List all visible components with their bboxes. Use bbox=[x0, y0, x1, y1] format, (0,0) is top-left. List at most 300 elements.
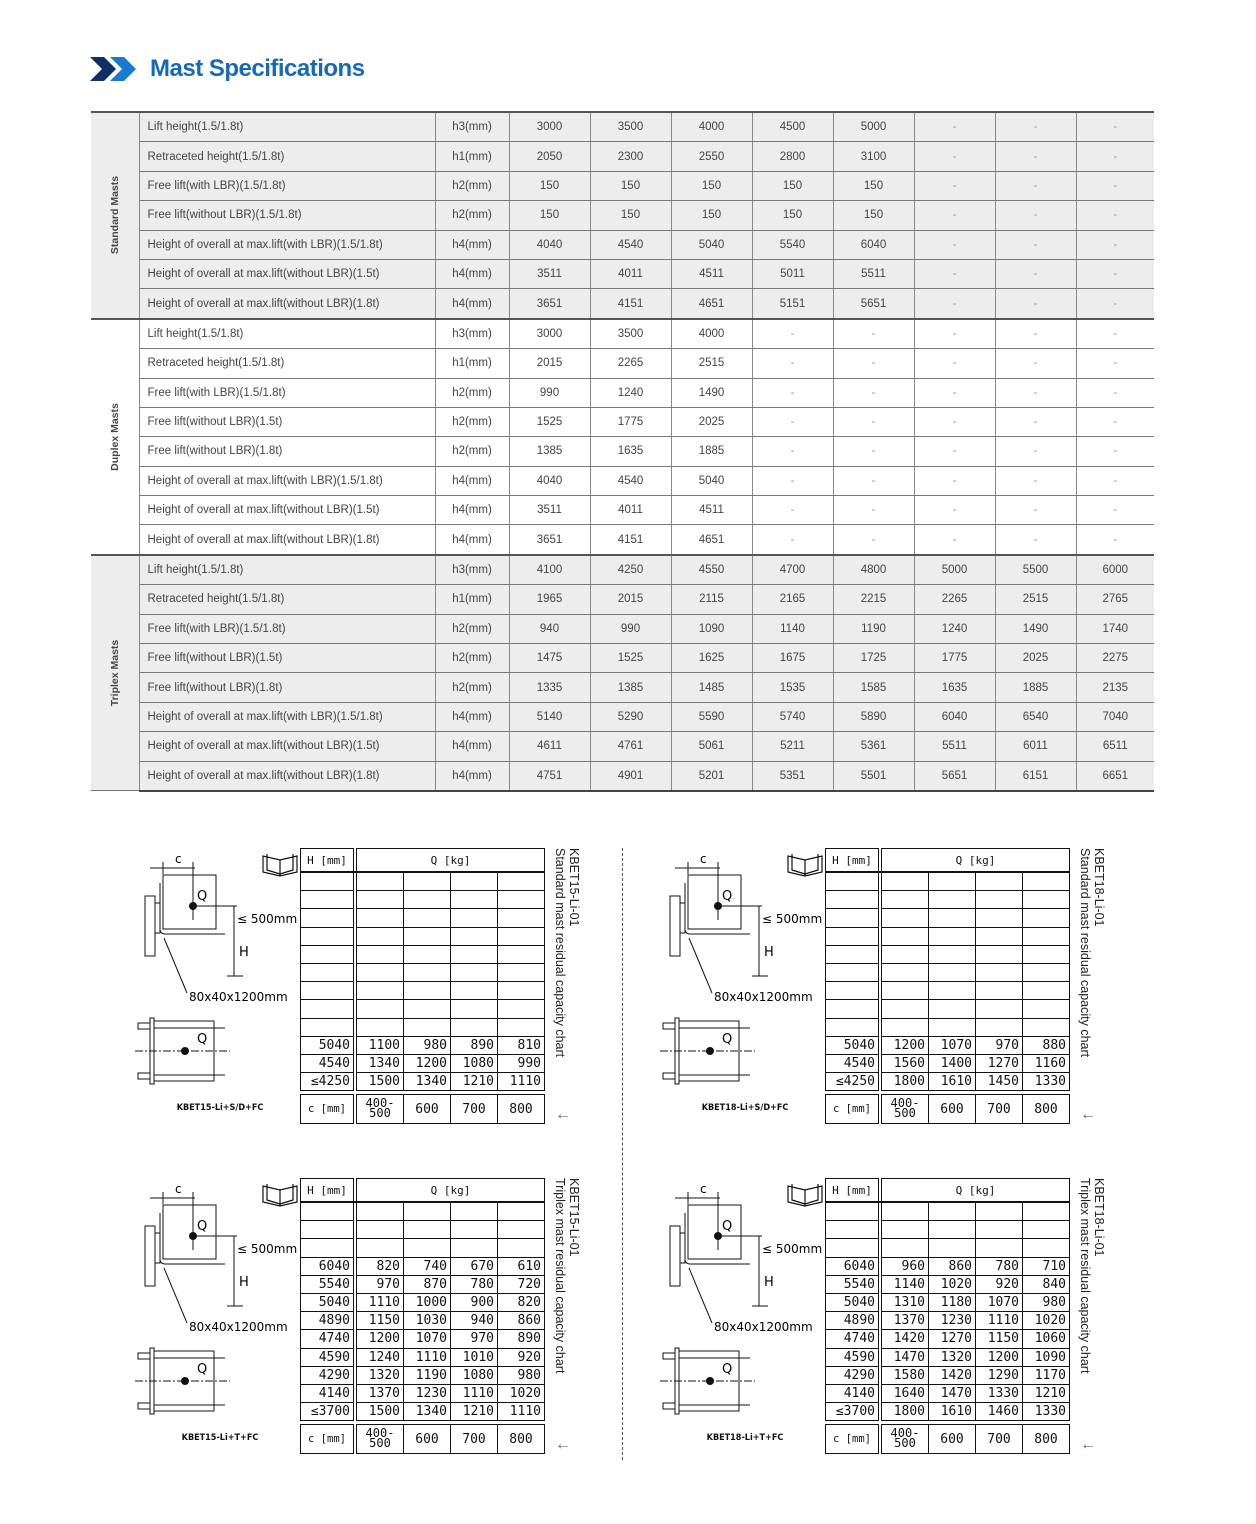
table-row bbox=[91, 230, 1154, 259]
capacity-cell: 1090 bbox=[1023, 1348, 1070, 1366]
height-cell: 4540 bbox=[826, 1054, 879, 1072]
chart-title: Standard mast residual capacity chart bbox=[553, 848, 567, 1058]
value-cell: - bbox=[752, 378, 833, 407]
c-value: 700 bbox=[976, 1425, 1023, 1454]
value-cell: - bbox=[833, 496, 914, 525]
value-cell: 150 bbox=[590, 201, 671, 230]
value-cell: 3000 bbox=[509, 112, 590, 142]
capacity-row bbox=[301, 1384, 545, 1402]
capacity-cell: 970 bbox=[357, 1275, 404, 1293]
c-value bbox=[357, 1425, 404, 1454]
capacity-chart-panel bbox=[135, 848, 605, 1148]
value-cell: - bbox=[833, 407, 914, 436]
open-book-icon bbox=[788, 854, 822, 876]
capacity-cell: 1100 bbox=[357, 1036, 404, 1054]
value-cell: - bbox=[752, 349, 833, 378]
diagram-model-label: KBET18-Li+T+FC bbox=[706, 1433, 784, 1443]
capacity-row bbox=[301, 1257, 545, 1275]
diagram bbox=[135, 1178, 305, 1478]
value-cell: - bbox=[752, 525, 833, 555]
value-cell: 5511 bbox=[914, 732, 995, 761]
capacity-cell: 1070 bbox=[976, 1293, 1023, 1311]
capacity-header-row bbox=[826, 849, 1070, 873]
h-header: H [mm] bbox=[301, 1179, 354, 1203]
load-center-label: ≤ 500mm bbox=[237, 912, 298, 926]
c-value bbox=[882, 1425, 929, 1454]
diagram-model-label: KBET15-Li+T+FC bbox=[181, 1433, 259, 1443]
value-cell: 2300 bbox=[590, 142, 671, 171]
height-cell: 6040 bbox=[301, 1257, 354, 1275]
row-unit: h3(mm) bbox=[435, 555, 509, 585]
value-cell: - bbox=[995, 525, 1076, 555]
row-unit: h4(mm) bbox=[435, 496, 509, 525]
table-row bbox=[91, 761, 1154, 791]
capacity-row bbox=[301, 1403, 545, 1421]
value-cell: 2135 bbox=[1076, 673, 1154, 702]
row-label: Free lift(with LBR)(1.5/1.8t) bbox=[139, 614, 435, 643]
value-cell: 5361 bbox=[833, 732, 914, 761]
height-cell: 4590 bbox=[826, 1348, 879, 1366]
empty-row bbox=[301, 1221, 545, 1239]
value-cell: 2515 bbox=[671, 349, 752, 378]
capacity-cell: 1150 bbox=[357, 1312, 404, 1330]
row-label: Height of overall at max.lift(without LBR)(1.8t) bbox=[139, 761, 435, 791]
capacity-row bbox=[826, 1348, 1070, 1366]
arrow-left-icon: ← bbox=[1080, 1436, 1096, 1453]
row-unit: h2(mm) bbox=[435, 644, 509, 673]
capacity-cell: 1230 bbox=[929, 1312, 976, 1330]
value-cell: 1625 bbox=[671, 644, 752, 673]
empty-row bbox=[301, 1239, 545, 1257]
value-cell: 1490 bbox=[671, 378, 752, 407]
value-cell: - bbox=[995, 378, 1076, 407]
mast-spec-table bbox=[91, 111, 1154, 792]
row-label: Height of overall at max.lift(with LBR)(1.5/1.8t) bbox=[139, 230, 435, 259]
capacity-cell: 740 bbox=[404, 1257, 451, 1275]
value-cell: 3651 bbox=[509, 289, 590, 319]
value-cell: 5151 bbox=[752, 289, 833, 319]
capacity-cell: 1230 bbox=[404, 1384, 451, 1402]
chart-title: Triplex mast residual capacity chart bbox=[553, 1178, 567, 1374]
row-unit: h2(mm) bbox=[435, 437, 509, 466]
table-row bbox=[91, 407, 1154, 436]
value-cell: 4151 bbox=[590, 289, 671, 319]
capacity-cell: 1340 bbox=[357, 1054, 404, 1072]
chart-title: Standard mast residual capacity chart bbox=[1078, 848, 1092, 1058]
row-label: Retraceted height(1.5/1.8t) bbox=[139, 142, 435, 171]
value-cell: 4511 bbox=[671, 496, 752, 525]
value-cell: - bbox=[833, 437, 914, 466]
capacity-cell: 1110 bbox=[976, 1312, 1023, 1330]
value-cell: 4800 bbox=[833, 555, 914, 585]
capacity-cell: 710 bbox=[1023, 1257, 1070, 1275]
fork-size-label: 80x40x1200mm bbox=[189, 990, 288, 1004]
value-cell: 5011 bbox=[752, 259, 833, 288]
empty-row bbox=[301, 1018, 545, 1036]
value-cell: 990 bbox=[509, 378, 590, 407]
c-value-top: 400- bbox=[365, 1095, 395, 1110]
empty-row bbox=[826, 963, 1070, 981]
load-center-row bbox=[826, 1095, 1070, 1124]
h-header: H [mm] bbox=[826, 849, 879, 873]
capacity-row bbox=[301, 1330, 545, 1348]
value-cell: 4761 bbox=[590, 732, 671, 761]
value-cell: - bbox=[995, 437, 1076, 466]
c-label: c [mm] bbox=[826, 1095, 879, 1124]
table-row bbox=[91, 614, 1154, 643]
table-row bbox=[91, 349, 1154, 378]
value-cell: 7040 bbox=[1076, 702, 1154, 731]
value-cell: 990 bbox=[590, 614, 671, 643]
value-cell: - bbox=[995, 259, 1076, 288]
value-cell: - bbox=[833, 466, 914, 495]
capacity-row bbox=[826, 1293, 1070, 1311]
value-cell: 5040 bbox=[671, 466, 752, 495]
value-cell: 2800 bbox=[752, 142, 833, 171]
value-cell: 5290 bbox=[590, 702, 671, 731]
group-label: Triplex Masts bbox=[108, 639, 121, 707]
value-cell: 4700 bbox=[752, 555, 833, 585]
value-cell: - bbox=[995, 171, 1076, 200]
capacity-cell: 1150 bbox=[976, 1330, 1023, 1348]
value-cell: 150 bbox=[671, 201, 752, 230]
height-cell: 5540 bbox=[826, 1275, 879, 1293]
value-cell: 6651 bbox=[1076, 761, 1154, 791]
value-cell: 4151 bbox=[590, 525, 671, 555]
value-cell: 2265 bbox=[914, 585, 995, 614]
value-cell: - bbox=[914, 171, 995, 200]
capacity-row bbox=[826, 1036, 1070, 1054]
value-cell: 4550 bbox=[671, 555, 752, 585]
capacity-table bbox=[300, 848, 545, 1124]
value-cell: 5040 bbox=[671, 230, 752, 259]
row-unit: h4(mm) bbox=[435, 289, 509, 319]
height-cell: 4890 bbox=[826, 1312, 879, 1330]
capacity-cell: 1610 bbox=[929, 1403, 976, 1421]
value-cell: - bbox=[914, 437, 995, 466]
group-label-cell bbox=[91, 112, 139, 319]
value-cell: - bbox=[1076, 201, 1154, 230]
value-cell: - bbox=[995, 349, 1076, 378]
group-label-cell bbox=[91, 319, 139, 555]
c-value-bottom: 500 bbox=[369, 1435, 391, 1450]
value-cell: 5540 bbox=[752, 230, 833, 259]
value-cell: 1240 bbox=[590, 378, 671, 407]
mast-group-triplex-masts bbox=[91, 555, 1154, 791]
value-cell: 4901 bbox=[590, 761, 671, 791]
value-cell: 1775 bbox=[590, 407, 671, 436]
value-cell: 4100 bbox=[509, 555, 590, 585]
diagram-model-label: KBET18-Li+S/D+FC bbox=[701, 1103, 789, 1113]
capacity-row bbox=[826, 1275, 1070, 1293]
capacity-cell: 1200 bbox=[357, 1330, 404, 1348]
c-label: c [mm] bbox=[301, 1425, 354, 1454]
value-cell: 6040 bbox=[833, 230, 914, 259]
value-cell: - bbox=[1076, 349, 1154, 378]
height-cell: 5040 bbox=[826, 1293, 879, 1311]
capacity-cell: 1070 bbox=[404, 1330, 451, 1348]
value-cell: 5511 bbox=[833, 259, 914, 288]
c-value: 800 bbox=[1023, 1095, 1070, 1124]
value-cell: 2165 bbox=[752, 585, 833, 614]
value-cell: 6511 bbox=[1076, 732, 1154, 761]
capacity-cell: 1160 bbox=[1023, 1054, 1070, 1072]
value-cell: 5201 bbox=[671, 761, 752, 791]
row-label: Height of overall at max.lift(with LBR)(1.5/1.8t) bbox=[139, 466, 435, 495]
row-unit: h4(mm) bbox=[435, 230, 509, 259]
value-cell: - bbox=[914, 289, 995, 319]
value-cell: 5500 bbox=[995, 555, 1076, 585]
value-cell: - bbox=[995, 319, 1076, 349]
row-label: Lift height(1.5/1.8t) bbox=[139, 112, 435, 142]
value-cell: - bbox=[995, 230, 1076, 259]
c-value-bottom: 500 bbox=[369, 1105, 391, 1120]
row-unit: h4(mm) bbox=[435, 259, 509, 288]
value-cell: - bbox=[1076, 437, 1154, 466]
value-cell: 1740 bbox=[1076, 614, 1154, 643]
load-center-row bbox=[826, 1425, 1070, 1454]
empty-row bbox=[826, 927, 1070, 945]
row-unit: h2(mm) bbox=[435, 614, 509, 643]
row-unit: h1(mm) bbox=[435, 142, 509, 171]
empty-row bbox=[826, 1239, 1070, 1257]
value-cell: - bbox=[914, 407, 995, 436]
value-cell: 4011 bbox=[590, 496, 671, 525]
mast-group-duplex-masts bbox=[91, 319, 1154, 555]
value-cell: - bbox=[995, 112, 1076, 142]
capacity-cell: 1000 bbox=[404, 1293, 451, 1311]
height-cell: ≤3700 bbox=[301, 1403, 354, 1421]
load-label: Q bbox=[197, 1362, 208, 1377]
capacity-chart-panel bbox=[135, 1178, 605, 1478]
row-unit: h1(mm) bbox=[435, 585, 509, 614]
model-code: KBET15-Li-01 bbox=[567, 848, 581, 927]
value-cell: - bbox=[995, 407, 1076, 436]
value-cell: - bbox=[995, 466, 1076, 495]
capacity-row bbox=[301, 1275, 545, 1293]
value-cell: 1490 bbox=[995, 614, 1076, 643]
empty-row bbox=[826, 1018, 1070, 1036]
forklift-load-diagram bbox=[660, 848, 830, 1098]
row-unit: h4(mm) bbox=[435, 732, 509, 761]
value-cell: - bbox=[1076, 112, 1154, 142]
capacity-row bbox=[301, 1054, 545, 1072]
capacity-row bbox=[301, 1348, 545, 1366]
value-cell: 6011 bbox=[995, 732, 1076, 761]
value-cell: 5651 bbox=[833, 289, 914, 319]
load-label: Q bbox=[197, 889, 208, 904]
value-cell: 150 bbox=[509, 201, 590, 230]
c-label: c [mm] bbox=[301, 1095, 354, 1124]
value-cell: 1775 bbox=[914, 644, 995, 673]
value-cell: 1385 bbox=[509, 437, 590, 466]
value-cell: 2275 bbox=[1076, 644, 1154, 673]
value-cell: - bbox=[995, 496, 1076, 525]
table-row bbox=[91, 555, 1154, 585]
forklift-load-diagram bbox=[135, 1178, 305, 1428]
h-header: H [mm] bbox=[301, 849, 354, 873]
row-label: Free lift(without LBR)(1.5t) bbox=[139, 407, 435, 436]
open-book-icon bbox=[263, 854, 297, 876]
empty-row bbox=[301, 945, 545, 963]
capacity-row bbox=[826, 1257, 1070, 1275]
mast-group-standard-masts bbox=[91, 112, 1154, 319]
arrow-left-icon: ← bbox=[1080, 1106, 1096, 1123]
capacity-chart-panel bbox=[660, 848, 1130, 1148]
height-cell: 4740 bbox=[301, 1330, 354, 1348]
value-cell: 1535 bbox=[752, 673, 833, 702]
capacity-cell: 1290 bbox=[976, 1366, 1023, 1384]
value-cell: 2765 bbox=[1076, 585, 1154, 614]
value-cell: - bbox=[914, 142, 995, 171]
capacity-cell: 920 bbox=[976, 1275, 1023, 1293]
value-cell: - bbox=[752, 437, 833, 466]
height-label: H bbox=[239, 945, 249, 960]
value-cell: - bbox=[1076, 496, 1154, 525]
value-cell: 5211 bbox=[752, 732, 833, 761]
value-cell: 6040 bbox=[914, 702, 995, 731]
capacity-cell: 870 bbox=[404, 1275, 451, 1293]
model-code: KBET15-Li-01 bbox=[567, 1178, 581, 1257]
value-cell: 2265 bbox=[590, 349, 671, 378]
value-cell: - bbox=[1076, 171, 1154, 200]
value-cell: 4751 bbox=[509, 761, 590, 791]
capacity-row bbox=[826, 1054, 1070, 1072]
capacity-header-row bbox=[301, 1179, 545, 1203]
group-label: Duplex Masts bbox=[108, 402, 121, 471]
capacity-cell: 860 bbox=[929, 1257, 976, 1275]
capacity-cell: 1340 bbox=[404, 1073, 451, 1091]
value-cell: - bbox=[752, 319, 833, 349]
table-row bbox=[91, 585, 1154, 614]
group-label-cell bbox=[91, 555, 139, 791]
capacity-row bbox=[301, 1366, 545, 1384]
load-label: Q bbox=[722, 1219, 733, 1234]
capacity-row bbox=[826, 1073, 1070, 1091]
height-cell: 5040 bbox=[826, 1036, 879, 1054]
row-label: Height of overall at max.lift(without LBR)(1.5t) bbox=[139, 496, 435, 525]
arrow-left-icon: ← bbox=[555, 1106, 571, 1123]
page-title: Mast Specifications bbox=[150, 55, 365, 82]
height-cell: 4140 bbox=[826, 1384, 879, 1402]
value-cell: 6000 bbox=[1076, 555, 1154, 585]
value-cell: 150 bbox=[833, 171, 914, 200]
capacity-cell: 1140 bbox=[882, 1275, 929, 1293]
diagram bbox=[660, 848, 830, 1148]
height-label: H bbox=[239, 1275, 249, 1290]
capacity-cell: 920 bbox=[498, 1348, 545, 1366]
c-value: 700 bbox=[451, 1095, 498, 1124]
capacity-cell: 1190 bbox=[404, 1366, 451, 1384]
empty-row bbox=[826, 909, 1070, 927]
value-cell: 6540 bbox=[995, 702, 1076, 731]
value-cell: - bbox=[752, 466, 833, 495]
capacity-cell: 1470 bbox=[882, 1348, 929, 1366]
capacity-cell: 940 bbox=[451, 1312, 498, 1330]
row-label: Retraceted height(1.5/1.8t) bbox=[139, 585, 435, 614]
value-cell: - bbox=[914, 496, 995, 525]
capacity-table bbox=[825, 1178, 1070, 1454]
capacity-cell: 900 bbox=[451, 1293, 498, 1311]
value-cell: 5061 bbox=[671, 732, 752, 761]
value-cell: 1525 bbox=[509, 407, 590, 436]
value-cell: 2025 bbox=[995, 644, 1076, 673]
value-cell: 5501 bbox=[833, 761, 914, 791]
table-row bbox=[91, 259, 1154, 288]
row-label: Height of overall at max.lift(without LBR)(1.5t) bbox=[139, 259, 435, 288]
value-cell: 1885 bbox=[671, 437, 752, 466]
c-value-bottom: 500 bbox=[894, 1435, 916, 1450]
capacity-row bbox=[826, 1366, 1070, 1384]
value-cell: - bbox=[833, 319, 914, 349]
capacity-row bbox=[826, 1312, 1070, 1330]
value-cell: - bbox=[914, 319, 995, 349]
empty-row bbox=[826, 891, 1070, 909]
row-label: Free lift(without LBR)(1.8t) bbox=[139, 437, 435, 466]
capacity-cell: 1210 bbox=[451, 1073, 498, 1091]
empty-row bbox=[301, 963, 545, 981]
capacity-cell: 1060 bbox=[1023, 1330, 1070, 1348]
c-value-top: 400- bbox=[890, 1095, 920, 1110]
capacity-cell: 820 bbox=[498, 1293, 545, 1311]
double-chevron-right-icon bbox=[90, 57, 140, 81]
capacity-cell: 980 bbox=[1023, 1293, 1070, 1311]
height-cell: 4290 bbox=[301, 1366, 354, 1384]
capacity-cell: 820 bbox=[357, 1257, 404, 1275]
row-unit: h4(mm) bbox=[435, 466, 509, 495]
capacity-cell: 890 bbox=[498, 1330, 545, 1348]
value-cell: 5740 bbox=[752, 702, 833, 731]
height-cell: 4290 bbox=[826, 1366, 879, 1384]
row-label: Free lift(with LBR)(1.5/1.8t) bbox=[139, 171, 435, 200]
capacity-cell: 960 bbox=[882, 1257, 929, 1275]
value-cell: - bbox=[1076, 259, 1154, 288]
capacity-cell: 860 bbox=[498, 1312, 545, 1330]
capacity-cell: 1240 bbox=[357, 1348, 404, 1366]
value-cell: 150 bbox=[671, 171, 752, 200]
capacity-cell: 970 bbox=[976, 1036, 1023, 1054]
c-value: 800 bbox=[1023, 1425, 1070, 1454]
chart-side-title bbox=[553, 1178, 581, 1373]
value-cell: 4000 bbox=[671, 112, 752, 142]
table-row bbox=[91, 142, 1154, 171]
table-row bbox=[91, 466, 1154, 495]
empty-row bbox=[826, 1000, 1070, 1018]
capacity-cell: 1200 bbox=[882, 1036, 929, 1054]
empty-row bbox=[301, 982, 545, 1000]
capacity-cell: 720 bbox=[498, 1275, 545, 1293]
value-cell: 1240 bbox=[914, 614, 995, 643]
height-cell: 4590 bbox=[301, 1348, 354, 1366]
fork-size-label: 80x40x1200mm bbox=[189, 1320, 288, 1334]
table-row bbox=[91, 201, 1154, 230]
value-cell: 4250 bbox=[590, 555, 671, 585]
h-header: H [mm] bbox=[826, 1179, 879, 1203]
table-row bbox=[91, 732, 1154, 761]
table-row bbox=[91, 702, 1154, 731]
value-cell: 3511 bbox=[509, 259, 590, 288]
value-cell: - bbox=[1076, 289, 1154, 319]
row-unit: h4(mm) bbox=[435, 702, 509, 731]
capacity-cell: 1110 bbox=[404, 1348, 451, 1366]
empty-row bbox=[826, 982, 1070, 1000]
value-cell: 2550 bbox=[671, 142, 752, 171]
value-cell: 1675 bbox=[752, 644, 833, 673]
value-cell: 5590 bbox=[671, 702, 752, 731]
value-cell: 1725 bbox=[833, 644, 914, 673]
value-cell: 2015 bbox=[590, 585, 671, 614]
table-row bbox=[91, 319, 1154, 349]
